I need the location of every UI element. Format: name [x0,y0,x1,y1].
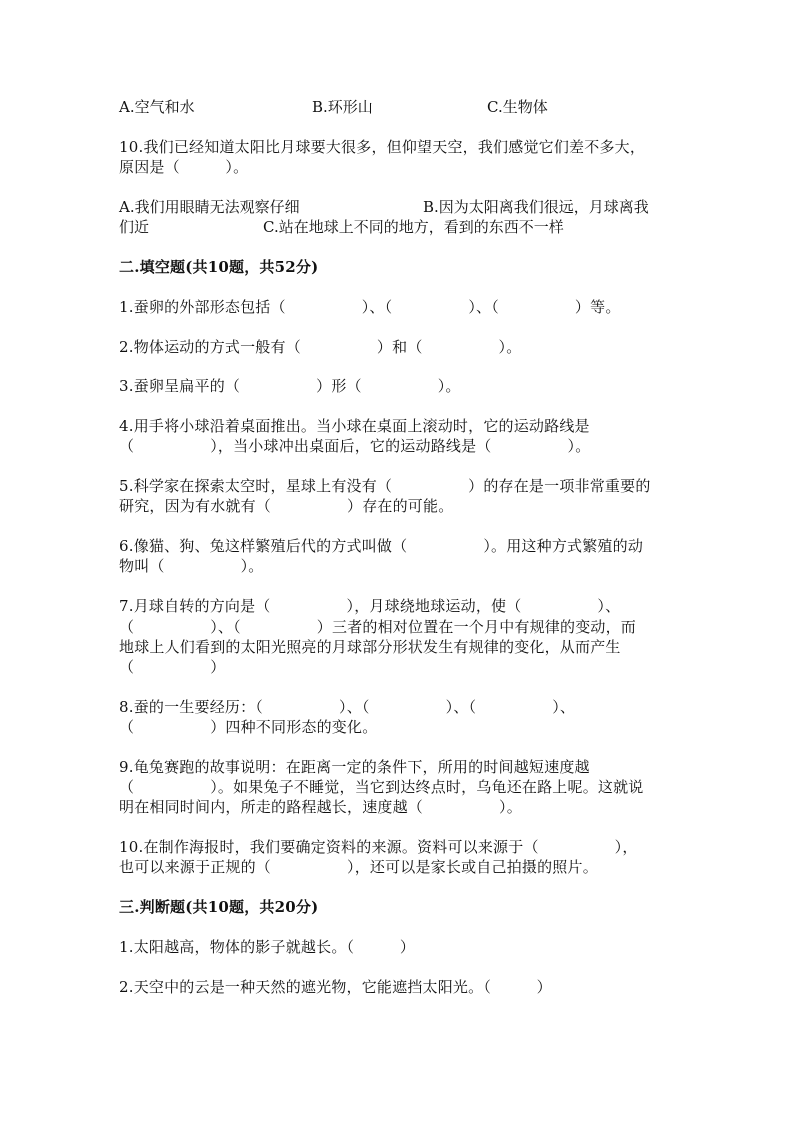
fill-q8-line2: （ ）四种不同形态的变化。 [119,718,378,736]
fill-q5-line2: 研究，因为有水就有（ ）存在的可能。 [119,497,454,515]
fill-q4-line2: （ ），当小球冲出桌面后，它的运动路线是（ ）。 [119,437,591,455]
judge-q1: 1.太阳越高，物体的影子就越长。（ ） [119,938,416,956]
fill-q6-line1: 6.像猫、狗、兔这样繁殖后代的方式叫做（ ）。用这种方式繁殖的动 [119,537,644,555]
fill-q3: 3.蚕卵呈扁平的（ ）形（ ）。 [119,377,461,395]
q9-option-b: B.环形山 [312,98,373,116]
q10-option-b-cont: 们近 [119,218,150,236]
q9-option-c: C.生物体 [487,98,548,116]
q10-stem-line2: 原因是（ ）。 [119,158,249,176]
judge-q2: 2.天空中的云是一种天然的遮光物，它能遮挡太阳光。（ ） [119,978,552,996]
fill-q7-line3: 地球上人们看到的太阳光照亮的月球部分形状发生有规律的变化，从而产生 [119,638,621,656]
fill-q6-line2: 物叫（ ）。 [119,557,264,575]
fill-q5-line1: 5.科学家在探索太空时，星球上有没有（ ）的存在是一项非常重要的 [119,477,651,495]
section2-title: 二.填空题(共10题，共52分) [119,258,319,276]
q9-option-a: A.空气和水 [119,98,195,116]
fill-q2: 2.物体运动的方式一般有（ ）和（ ）。 [119,338,522,356]
q10-stem-line1: 10.我们已经知道太阳比月球要大很多，但仰望天空，我们感觉它们差不多大， [119,138,646,156]
q10-option-a: A.我们用眼睛无法观察仔细 [119,198,300,216]
fill-q7-line1: 7.月球自转的方向是（ ），月球绕地球运动，使（ ）、 [119,597,621,615]
fill-q1: 1.蚕卵的外部形态包括（ ）、（ ）、（ ）等。 [119,298,621,316]
fill-q7-line2: （ ）、（ ）三者的相对位置在一个月中有规律的变动，而 [119,618,637,636]
q10-option-b: B.因为太阳离我们很远，月球离我 [423,198,649,216]
fill-q4-line1: 4.用手将小球沿着桌面推出。当小球在桌面上滚动时，它的运动路线是 [119,417,590,435]
q10-option-c: C.站在地球上不同的地方，看到的东西不一样 [263,218,564,236]
fill-q9-line2: （ ）。如果兔子不睡觉，当它到达终点时，乌龟还在路上呢。这就说 [119,778,644,796]
fill-q7-line4: （ ） [119,658,226,676]
fill-q9-line3: 明在相同时间内，所走的路程越长，速度越（ ）。 [119,798,522,816]
fill-q10-line2: 也可以来源于正规的（ ），还可以是家长或自己拍摄的照片。 [119,858,598,876]
fill-q9-line1: 9.龟兔赛跑的故事说明：在距离一定的条件下，所用的时间越短速度越 [119,758,590,776]
fill-q8-line1: 8.蚕的一生要经历：（ ）、（ ）、（ ）、 [119,698,576,716]
fill-q10-line1: 10.在制作海报时，我们要确定资料的来源。资料可以来源于（ ）， [119,838,638,856]
section3-title: 三.判断题(共10题，共20分) [119,898,319,916]
